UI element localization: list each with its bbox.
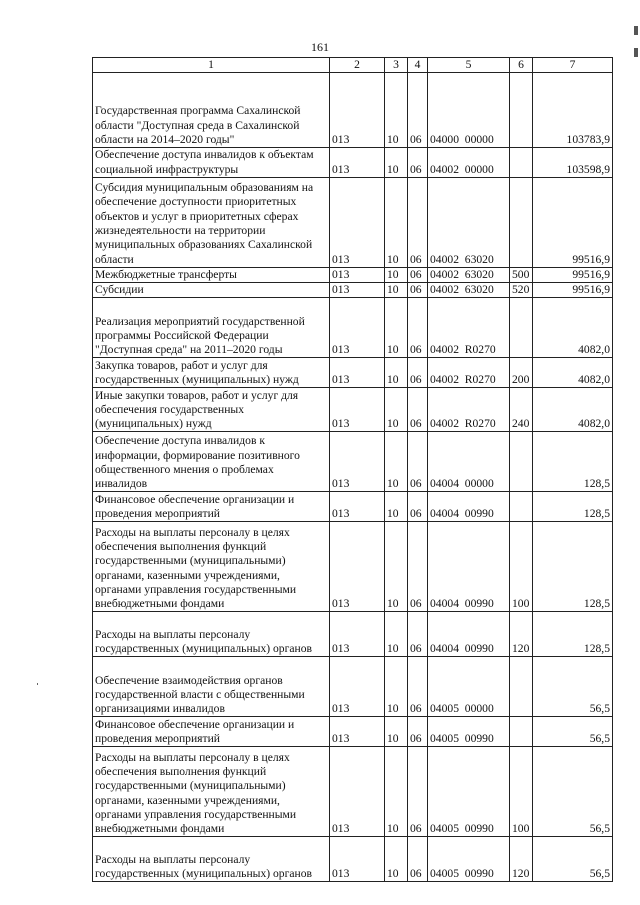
ministry-code-cell: 013 bbox=[330, 298, 385, 358]
target-article-cell: 04005 00990 bbox=[428, 837, 510, 882]
subsection-code-cell: 06 bbox=[408, 612, 428, 657]
ministry-code-cell: 013 bbox=[330, 148, 385, 178]
column-number: 6 bbox=[510, 58, 533, 73]
row-name-cell: Расходы на выплаты персоналу государственных (муниципальных) органов bbox=[93, 612, 330, 657]
table-row bbox=[93, 612, 613, 657]
ministry-code-cell: 013 bbox=[330, 177, 385, 267]
column-number: 4 bbox=[408, 58, 428, 73]
table-row bbox=[93, 267, 613, 282]
amount-cell: 4082,0 bbox=[533, 358, 613, 388]
amount-cell: 103598,9 bbox=[533, 148, 613, 178]
ministry-code-cell: 013 bbox=[330, 388, 385, 432]
amount-cell: 99516,9 bbox=[533, 267, 613, 282]
scan-speck bbox=[37, 683, 38, 685]
column-number: 1 bbox=[93, 58, 330, 73]
row-name-cell: Межбюджетные трансферты bbox=[93, 267, 330, 282]
amount-cell: 128,5 bbox=[533, 612, 613, 657]
table-row bbox=[93, 358, 613, 388]
page-number: 161 bbox=[311, 40, 329, 54]
expense-type-cell bbox=[510, 73, 533, 148]
row-name-cell: Расходы на выплаты персоналу в целях обеспечения выполнения функций государственными (муниципальными) органами, казенными учреждениями, органами управления государственными внебюджетными фондами bbox=[93, 747, 330, 837]
subsection-code-cell: 06 bbox=[408, 837, 428, 882]
column-number-row bbox=[93, 58, 613, 73]
table-row bbox=[93, 837, 613, 882]
table-row bbox=[93, 717, 613, 747]
section-code-cell: 10 bbox=[385, 612, 408, 657]
row-name-cell: Закупка товаров, работ и услуг для государственных (муниципальных) нужд bbox=[93, 358, 330, 388]
table-row bbox=[93, 522, 613, 612]
expense-type-cell: 500 bbox=[510, 267, 533, 282]
row-name-cell: Финансовое обеспечение организации и проведения мероприятий bbox=[93, 717, 330, 747]
scan-edge-mark bbox=[634, 48, 638, 57]
expense-type-cell: 100 bbox=[510, 522, 533, 612]
amount-cell: 56,5 bbox=[533, 837, 613, 882]
table-row bbox=[93, 283, 613, 298]
target-article-cell: 04005 00990 bbox=[428, 717, 510, 747]
table-row bbox=[93, 148, 613, 178]
target-article-cell: 04002 63020 bbox=[428, 267, 510, 282]
subsection-code-cell: 06 bbox=[408, 358, 428, 388]
target-article-cell: 04002 00000 bbox=[428, 148, 510, 178]
section-code-cell: 10 bbox=[385, 267, 408, 282]
target-article-cell: 04005 00000 bbox=[428, 657, 510, 717]
amount-cell: 128,5 bbox=[533, 432, 613, 492]
target-article-cell: 04004 00990 bbox=[428, 522, 510, 612]
table-row bbox=[93, 388, 613, 432]
amount-cell: 4082,0 bbox=[533, 298, 613, 358]
ministry-code-cell: 013 bbox=[330, 747, 385, 837]
subsection-code-cell: 06 bbox=[408, 267, 428, 282]
expense-type-cell bbox=[510, 717, 533, 747]
amount-cell: 99516,9 bbox=[533, 177, 613, 267]
subsection-code-cell: 06 bbox=[408, 432, 428, 492]
table-row bbox=[93, 298, 613, 358]
target-article-cell: 04004 00000 bbox=[428, 432, 510, 492]
target-article-cell: 04002 63020 bbox=[428, 283, 510, 298]
row-name-cell: Обеспечение доступа инвалидов к объектам социальной инфраструктуры bbox=[93, 148, 330, 178]
column-number: 3 bbox=[385, 58, 408, 73]
row-name-cell: Обеспечение доступа инвалидов к информации, формирование позитивного общественного мнения о проблемах инвалидов bbox=[93, 432, 330, 492]
expense-type-cell bbox=[510, 492, 533, 522]
expense-type-cell: 120 bbox=[510, 837, 533, 882]
budget-table bbox=[92, 57, 613, 882]
section-code-cell: 10 bbox=[385, 148, 408, 178]
ministry-code-cell: 013 bbox=[330, 283, 385, 298]
section-code-cell: 10 bbox=[385, 837, 408, 882]
row-name-cell: Субсидии bbox=[93, 283, 330, 298]
ministry-code-cell: 013 bbox=[330, 837, 385, 882]
subsection-code-cell: 06 bbox=[408, 522, 428, 612]
ministry-code-cell: 013 bbox=[330, 73, 385, 148]
row-name-cell: Обеспечение взаимодействия органов государственной власти с общественными организациями инвалидов bbox=[93, 657, 330, 717]
expense-type-cell: 100 bbox=[510, 747, 533, 837]
table-body bbox=[93, 73, 613, 882]
subsection-code-cell: 06 bbox=[408, 283, 428, 298]
section-code-cell: 10 bbox=[385, 283, 408, 298]
subsection-code-cell: 06 bbox=[408, 717, 428, 747]
table-row bbox=[93, 177, 613, 267]
row-name-cell: Реализация мероприятий государственной программы Российской Федерации "Доступная среда" на 2011–2020 годы bbox=[93, 298, 330, 358]
expense-type-cell: 200 bbox=[510, 358, 533, 388]
target-article-cell: 04002 R0270 bbox=[428, 388, 510, 432]
expense-type-cell bbox=[510, 657, 533, 717]
amount-cell: 56,5 bbox=[533, 747, 613, 837]
target-article-cell: 04000 00000 bbox=[428, 73, 510, 148]
table-row bbox=[93, 432, 613, 492]
ministry-code-cell: 013 bbox=[330, 717, 385, 747]
column-number: 2 bbox=[330, 58, 385, 73]
row-name-cell: Государственная программа Сахалинской области "Доступная среда в Сахалинской области на 2014–2020 годы" bbox=[93, 73, 330, 148]
expense-type-cell bbox=[510, 177, 533, 267]
ministry-code-cell: 013 bbox=[330, 612, 385, 657]
ministry-code-cell: 013 bbox=[330, 522, 385, 612]
section-code-cell: 10 bbox=[385, 747, 408, 837]
amount-cell: 4082,0 bbox=[533, 388, 613, 432]
row-name-cell: Расходы на выплаты персоналу в целях обеспечения выполнения функций государственными (муниципальными) органами, казенными учреждениями, органами управления государственными внебюджетными фондами bbox=[93, 522, 330, 612]
ministry-code-cell: 013 bbox=[330, 358, 385, 388]
column-number: 7 bbox=[533, 58, 613, 73]
section-code-cell: 10 bbox=[385, 73, 408, 148]
amount-cell: 103783,9 bbox=[533, 73, 613, 148]
expense-type-cell: 240 bbox=[510, 388, 533, 432]
column-number: 5 bbox=[428, 58, 510, 73]
subsection-code-cell: 06 bbox=[408, 298, 428, 358]
section-code-cell: 10 bbox=[385, 432, 408, 492]
section-code-cell: 10 bbox=[385, 657, 408, 717]
table-row bbox=[93, 747, 613, 837]
row-name-cell: Финансовое обеспечение организации и проведения мероприятий bbox=[93, 492, 330, 522]
expense-type-cell: 520 bbox=[510, 283, 533, 298]
target-article-cell: 04004 00990 bbox=[428, 612, 510, 657]
ministry-code-cell: 013 bbox=[330, 267, 385, 282]
subsection-code-cell: 06 bbox=[408, 388, 428, 432]
expense-type-cell bbox=[510, 432, 533, 492]
ministry-code-cell: 013 bbox=[330, 657, 385, 717]
amount-cell: 56,5 bbox=[533, 717, 613, 747]
amount-cell: 128,5 bbox=[533, 492, 613, 522]
subsection-code-cell: 06 bbox=[408, 657, 428, 717]
subsection-code-cell: 06 bbox=[408, 148, 428, 178]
target-article-cell: 04002 R0270 bbox=[428, 358, 510, 388]
section-code-cell: 10 bbox=[385, 492, 408, 522]
target-article-cell: 04004 00990 bbox=[428, 492, 510, 522]
expense-type-cell bbox=[510, 298, 533, 358]
section-code-cell: 10 bbox=[385, 717, 408, 747]
section-code-cell: 10 bbox=[385, 177, 408, 267]
amount-cell: 56,5 bbox=[533, 657, 613, 717]
section-code-cell: 10 bbox=[385, 388, 408, 432]
row-name-cell: Расходы на выплаты персоналу государственных (муниципальных) органов bbox=[93, 837, 330, 882]
target-article-cell: 04002 63020 bbox=[428, 177, 510, 267]
subsection-code-cell: 06 bbox=[408, 492, 428, 522]
subsection-code-cell: 06 bbox=[408, 177, 428, 267]
table-row bbox=[93, 492, 613, 522]
target-article-cell: 04005 00990 bbox=[428, 747, 510, 837]
expense-type-cell bbox=[510, 148, 533, 178]
table-row bbox=[93, 657, 613, 717]
section-code-cell: 10 bbox=[385, 358, 408, 388]
ministry-code-cell: 013 bbox=[330, 492, 385, 522]
scan-edge-mark bbox=[634, 26, 638, 35]
amount-cell: 99516,9 bbox=[533, 283, 613, 298]
section-code-cell: 10 bbox=[385, 522, 408, 612]
row-name-cell: Иные закупки товаров, работ и услуг для обеспечения государственных (муниципальных) нужд bbox=[93, 388, 330, 432]
amount-cell: 128,5 bbox=[533, 522, 613, 612]
target-article-cell: 04002 R0270 bbox=[428, 298, 510, 358]
subsection-code-cell: 06 bbox=[408, 73, 428, 148]
row-name-cell: Субсидия муниципальным образованиям на обеспечение доступности приоритетных объектов и услуг в приоритетных сферах жизнедеятельности на территории муниципальных образованиях Сахалинской области bbox=[93, 177, 330, 267]
subsection-code-cell: 06 bbox=[408, 747, 428, 837]
table-row bbox=[93, 73, 613, 148]
ministry-code-cell: 013 bbox=[330, 432, 385, 492]
section-code-cell: 10 bbox=[385, 298, 408, 358]
expense-type-cell: 120 bbox=[510, 612, 533, 657]
